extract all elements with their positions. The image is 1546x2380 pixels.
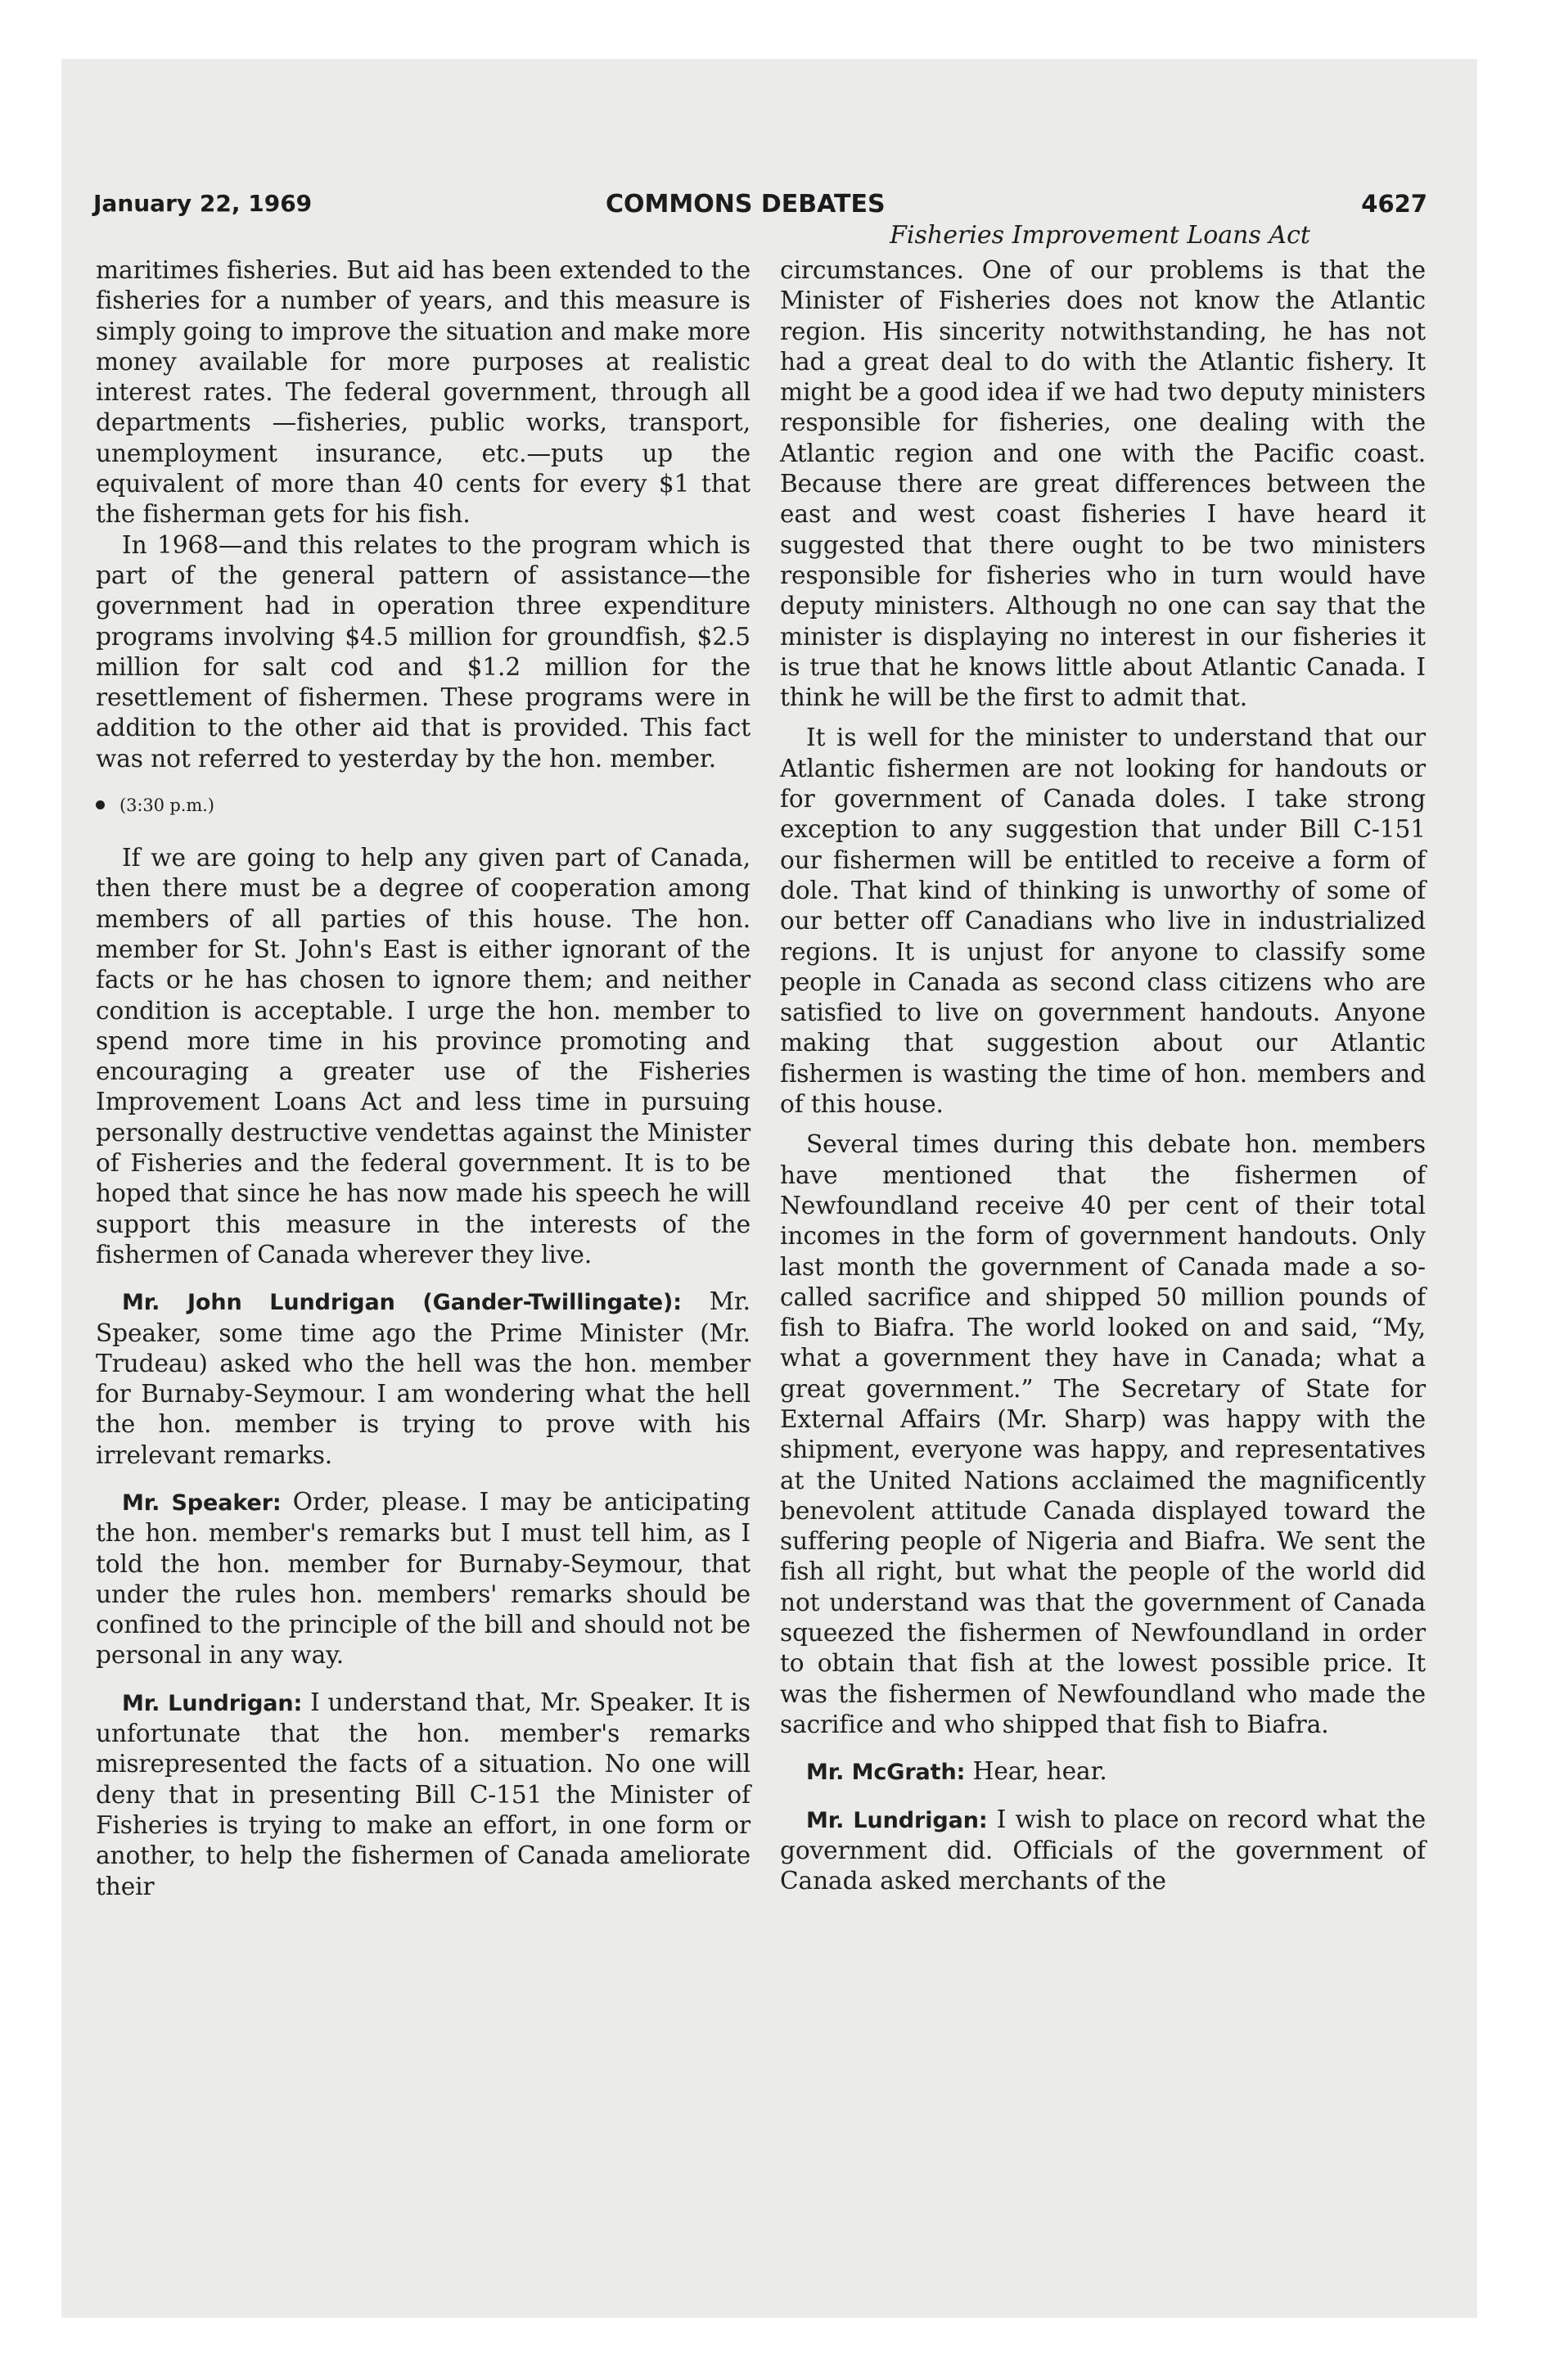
header-page-number: 4627 [1361,190,1427,218]
paragraph: Several times during this debate hon. members have mentioned that the fishermen of Newfoundland receive 40 per cent of their total incomes in the form of government handouts. Only last month the government of Canada made a so-called sacrifice and shipped 50 million pounds of fish to Biafra. The world looked on and said, “My, what a government they have in Canada; what a great government.” The Secretary of State for External Affairs (Mr. Sharp) was happy with the shipment, everyone was happy, and representatives at the United Nations acclaimed the magnificently benevolent attitude Canada displayed toward the suffering people of Nigeria and Biafra. We sent the fish all right, but what the people of the world did not understand was that the government of Canada squeezed the fishermen of Newfoundland in order to obtain that fish at the lowest possible price. It was the fishermen of Newfoundland who made the sacrifice and who shipped that fish to Biafra. [780,1130,1426,1738]
paragraph: It is well for the minister to understand that our Atlantic fishermen are not looking for handouts or for government of Canada doles. I take strong exception to any suggestion that under Bill C-151 our fishermen will be entitled to receive a form of dole. That kind of thinking is unworthy of some of our better off Canadians who live in industrialized regions. It is unjust for anyone to classify some people in Canada as second class citizens who are satisfied to live on government handouts. Anyone making that suggestion about our Atlantic fishermen is wasting the time of hon. members and of this house. [780,723,1426,1119]
speaker-name: Mr. John Lundrigan (Gander-Twillingate): [122,1290,682,1316]
time-marker [96,794,750,817]
paragraph: circumstances. One of our problems is that the Minister of Fisheries does not know the Atlantic region. His sincerity notwithstanding, he has not had a great deal to do with the Atlantic fishery. It might be a good idea if we had two deputy ministers responsible for fisheries, one dealing with the Atlantic region and one with the Pacific coast. Because there are great differences between the east and west coast fisheries I have heard it suggested that there ought to be two ministers responsible for fisheries who in turn would have deputy ministers. Although no one can say that the minister is displaying no interest in our fisheries it is true that he knows little about Atlantic Canada. I think he will be the first to admit that. [780,256,1426,712]
speaker-name: Mr. Lundrigan: [122,1690,303,1716]
speech [96,1287,750,1471]
time-marker-text: (3:30 p.m.) [119,796,214,816]
paragraph: maritimes fisheries. But aid has been extended to the fisheries for a number of years, and this measure is simply going to improve the situation and make more money available for more purposes at realistic interest rates. The federal government, through all departments —fisheries, public works, transport, unemployment insurance, etc.—puts up the equivalent of more than 40 cents for every $1 that the fisherman gets for his fish. [96,256,750,529]
speech-text: Mr. Speaker, some time ago the Prime Minister (Mr. Trudeau) asked who the hell was the hon. member for Burnaby-Seymour. I am wondering what the hell the hon. member is trying to prove with his irrelevant remarks. [96,1287,750,1469]
right-column [780,255,1426,1896]
speech [780,1756,1426,1787]
page-header [93,190,1427,223]
speech-text: I understand that, Mr. Speaker. It is unfortunate that the hon. member's remarks misrepresented the facts of a situation. No one will deny that in presenting Bill C-151 the Minister of Fisheries is trying to make an effort, in one form or another, to help the fishermen of Canada ameliorate their [96,1688,750,1900]
left-column [96,255,750,1902]
speech [96,1487,750,1671]
header-journal-title: COMMONS DEBATES [606,190,886,219]
paragraph: If we are going to help any given part of Canada, then there must be a degree of cooperation among members of all parties of this house. The hon. member for St. John's East is either ignorant of the facts or he has chosen to ignore them; and neither condition is acceptable. I urge the hon. member to spend more time in his province promoting and encouraging a greater use of the Fisheries Improvement Loans Act and less time in pursuing personally destructive vendettas against the Minister of Fisheries and the federal government. It is to be hoped that since he has now made his speech he will support this measure in the interests of the fishermen of Canada wherever they live. [96,844,750,1269]
running-title: Fisheries Improvement Loans Act [890,221,1310,250]
speech-text: I wish to place on record what the government did. Officials of the government of Canada asked merchants of the [780,1805,1427,1895]
speech [96,1688,750,1902]
speech [780,1805,1426,1897]
header-date: January 22, 1969 [93,190,313,217]
speaker-name: Mr. Lundrigan: [806,1807,988,1833]
speaker-name: Mr. McGrath: [806,1760,966,1786]
bullet-icon [96,800,105,809]
speech-text: Order, please. I may be anticipating the hon. member's remarks but I must tell him, as I told the hon. member for Burnaby-Seymour, that under the rules hon. members' remarks should be confined to the principle of the bill and should not be personal in any way. [96,1487,750,1670]
speaker-name: Mr. Speaker: [122,1490,282,1516]
speech-text: Hear, hear. [972,1757,1107,1786]
paragraph: In 1968—and this relates to the program which is part of the general pattern of assistance—the government had in operation three expenditure programs involving $4.5 million for groundfish, $2.5 million for salt cod and $1.2 million for the resettlement of fishermen. These programs were in addition to the other aid that is provided. This fact was not referred to yesterday by the hon. member. [96,530,750,773]
